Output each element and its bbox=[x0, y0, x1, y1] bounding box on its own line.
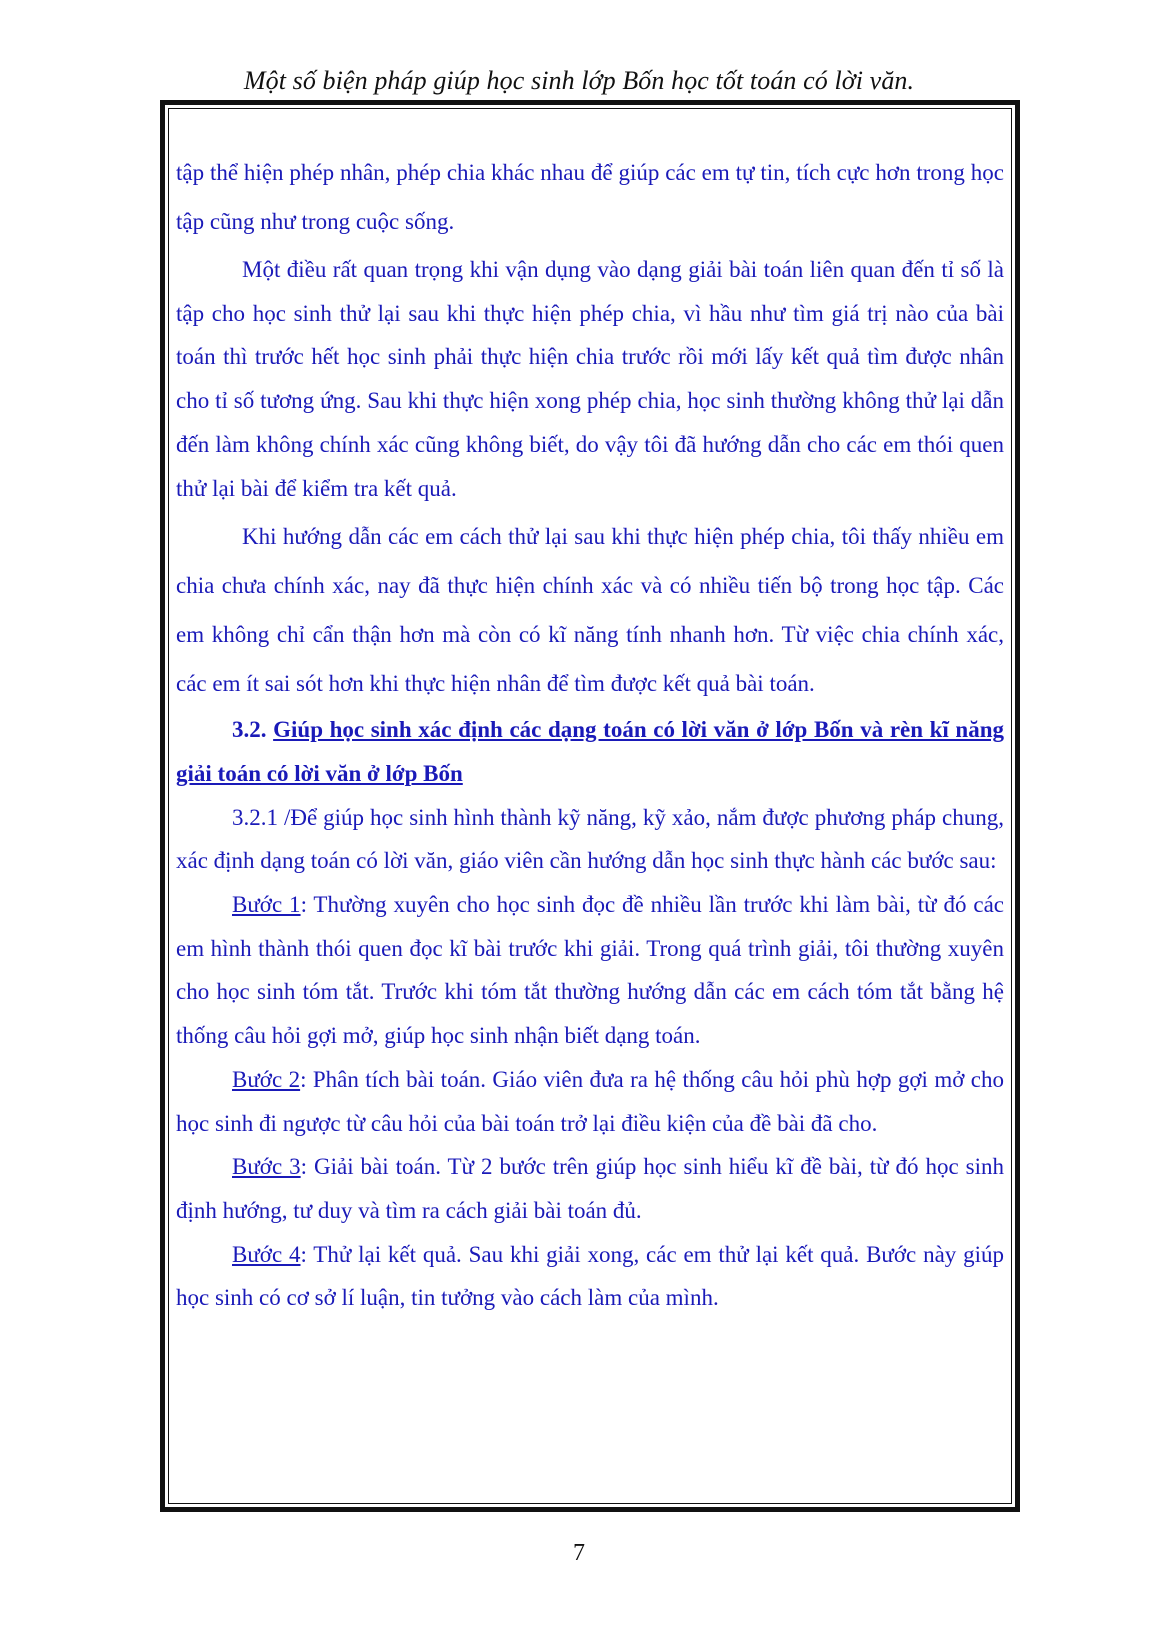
paragraph-continuation: tập thể hiện phép nhân, phép chia khác nhau để giúp các em tự tin, tích cực hơn trong học tập cũng như trong cuộc sống. bbox=[176, 160, 1004, 234]
document-body bbox=[176, 148, 1004, 1320]
step-3-label: Bước 3 bbox=[232, 1154, 301, 1180]
step-4 bbox=[176, 1233, 1004, 1320]
step-3-text: : Giải bài toán. Từ 2 bước trên giúp học sinh hiểu kĩ đề bài, từ đó học sinh định hướng, tư duy và tìm ra cách giải bài toán đủ. bbox=[176, 1154, 1004, 1223]
step-1 bbox=[176, 883, 1004, 1058]
step-2 bbox=[176, 1058, 1004, 1145]
running-header: Một số biện pháp giúp học sinh lớp Bốn học tốt toán có lời văn. bbox=[243, 66, 915, 95]
step-4-text: : Thử lại kết quả. Sau khi giải xong, các em thử lại kết quả. Bước này giúp học sinh có cơ sở lí luận, tin tưởng vào cách làm của mình. bbox=[176, 1241, 1004, 1311]
section-number: 3.2. bbox=[232, 717, 267, 743]
paragraph-results: Khi hướng dẫn các em cách thử lại sau khi thực hiện phép chia, tôi thấy nhiều em chia chưa chính xác, nay đã thực hiện chính xác và có nhiều tiến bộ trong học tập. Các em không chỉ cẩn thận hơn mà còn có kĩ năng tính nhanh hơn. Từ việc chia chính xác, các em ít sai sót hơn khi thực hiện nhân để tìm được kết quả bài toán. bbox=[176, 524, 1004, 697]
step-1-text: : Thường xuyên cho học sinh đọc đề nhiều lần trước khi làm bài, từ đó các em hình thành thói quen đọc kĩ bài trước khi giải. Trong quá trình giải, tôi thường xuyên cho học sinh tóm tắt. Trước khi tóm tắt thường hướng dẫn các em cách tóm tắt bằng hệ thống câu hỏi gợi mở, giúp học sinh nhận biết dạng toán. bbox=[176, 892, 1004, 1049]
step-1-label: Bước 1 bbox=[232, 892, 301, 918]
step-2-label: Bước 2 bbox=[232, 1066, 301, 1092]
step-4-label: Bước 4 bbox=[232, 1241, 301, 1267]
step-2-text: : Phân tích bài toán. Giáo viên đưa ra hệ thống câu hỏi phù hợp gợi mở cho học sinh đi ngược từ câu hỏi của bài toán trở lại điều kiện của đề bài đã cho. bbox=[176, 1066, 1004, 1136]
paragraph-ratio-check: Một điều rất quan trọng khi vận dụng vào dạng giải bài toán liên quan đến tỉ số là tập cho học sinh thử lại sau khi thực hiện phép chia, vì hầu như tìm giá trị nào của bài toán thì trước hết học sinh phải thực hiện chia trước rồi mới lấy kết quả tìm được nhân cho tỉ số tương ứng. Sau khi thực hiện xong phép chia, học sinh thường không thử lại dẫn đến làm không chính xác cũng không biết, do vậy tôi đã hướng dẫn cho các em thói quen thử lại bài để kiểm tra kết quả. bbox=[176, 257, 1004, 501]
section-heading bbox=[176, 708, 1004, 795]
paragraph-steps-intro: 3.2.1 /Để giúp học sinh hình thành kỹ năng, kỹ xảo, nắm được phương pháp chung, xác định dạng toán có lời văn, giáo viên cần hướng dẫn học sinh thực hành các bước sau: bbox=[176, 804, 1004, 874]
step-3 bbox=[176, 1145, 1004, 1232]
section-title: Giúp học sinh xác định các dạng toán có lời văn ở lớp Bốn và rèn kĩ năng giải toán có lời văn ở lớp Bốn bbox=[176, 717, 1005, 786]
page-number: 7 bbox=[573, 1540, 585, 1566]
